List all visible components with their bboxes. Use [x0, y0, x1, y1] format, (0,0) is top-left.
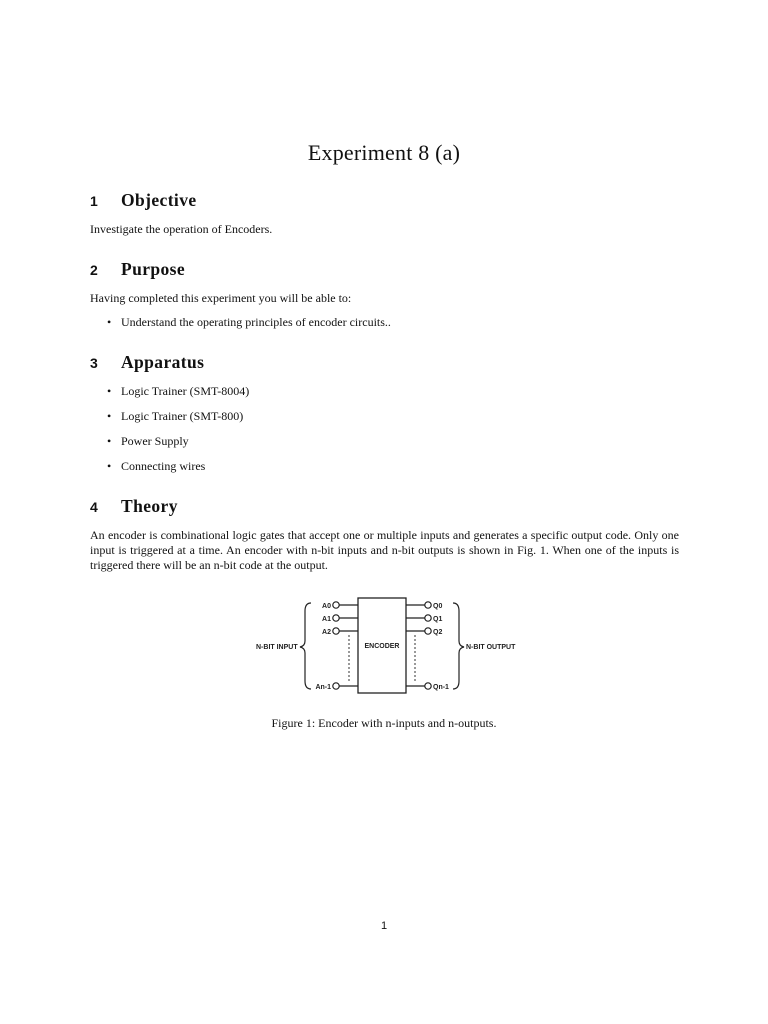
bullet-icon: •: [107, 409, 112, 423]
list-item-text: Logic Trainer (SMT-800): [121, 409, 244, 423]
bullet-icon: •: [107, 459, 112, 473]
list-item-text: Connecting wires: [121, 459, 206, 473]
theory-paragraph: An encoder is combinational logic gates that accept one or multiple inputs and generates a specific output code. Only one input is triggered at a time. An encoder with n-bit inputs and n-bit outputs is shown in Fig. 1. When one of the inputs is triggered there will be an n-bit code at the output.: [90, 528, 679, 572]
input-terminal-icon: [333, 615, 339, 621]
output-terminal-icon: [425, 628, 431, 634]
purpose-bullet-list: [107, 315, 391, 340]
input-terminal-icon: [333, 683, 339, 689]
list-item: [107, 434, 249, 459]
purpose-text: Having completed this experiment you will be able to:: [90, 291, 352, 305]
output-group-label: N-BIT OUTPUT: [466, 644, 516, 651]
bullet-icon: •: [107, 434, 112, 448]
section-title: Objective: [121, 190, 197, 210]
input-label: A1: [322, 616, 331, 623]
bullet-icon: •: [107, 384, 112, 398]
list-item: [107, 459, 249, 484]
input-terminal-icon: [333, 602, 339, 608]
section-heading-theory: [90, 496, 178, 517]
input-group-label: N-BIT INPUT: [256, 644, 298, 651]
list-item-text: Logic Trainer (SMT-8004): [121, 384, 250, 398]
figure-caption: Figure 1: Encoder with n-inputs and n-outputs.: [271, 716, 497, 730]
output-label: Q2: [433, 629, 443, 636]
section-number: 1: [90, 193, 98, 209]
list-item-text: Understand the operating principles of encoder circuits..: [121, 315, 391, 329]
output-label: Qn-1: [433, 684, 449, 691]
input-label: An-1: [315, 684, 331, 691]
section-heading-purpose: [90, 259, 185, 280]
encoder-diagram: [255, 593, 517, 698]
section-number: 3: [90, 355, 98, 371]
list-item: [107, 409, 249, 434]
input-brace-icon: [300, 603, 311, 689]
input-label: A2: [322, 629, 331, 636]
section-title: Apparatus: [121, 352, 205, 372]
output-terminal-icon: [425, 602, 431, 608]
list-item: [107, 384, 249, 409]
output-label: Q1: [433, 616, 443, 623]
section-title: Theory: [121, 496, 178, 516]
objective-text: Investigate the operation of Encoders.: [90, 222, 273, 236]
section-title: Purpose: [121, 259, 186, 279]
section-heading-objective: [90, 190, 197, 211]
section-number: 2: [90, 262, 98, 278]
input-label: A0: [322, 603, 331, 610]
output-terminal-icon: [425, 615, 431, 621]
input-terminal-icon: [333, 628, 339, 634]
output-brace-icon: [453, 603, 464, 689]
list-item-text: Power Supply: [121, 434, 189, 448]
list-item: [107, 315, 391, 340]
section-number: 4: [90, 499, 98, 515]
output-terminal-icon: [425, 683, 431, 689]
apparatus-bullet-list: [107, 384, 249, 484]
document-title: Experiment 8 (a): [307, 140, 461, 165]
section-heading-apparatus: [90, 352, 204, 373]
encoder-block-label: ENCODER: [364, 643, 400, 650]
bullet-icon: •: [107, 315, 112, 329]
output-label: Q0: [433, 603, 443, 610]
page-number: 1: [380, 920, 388, 932]
